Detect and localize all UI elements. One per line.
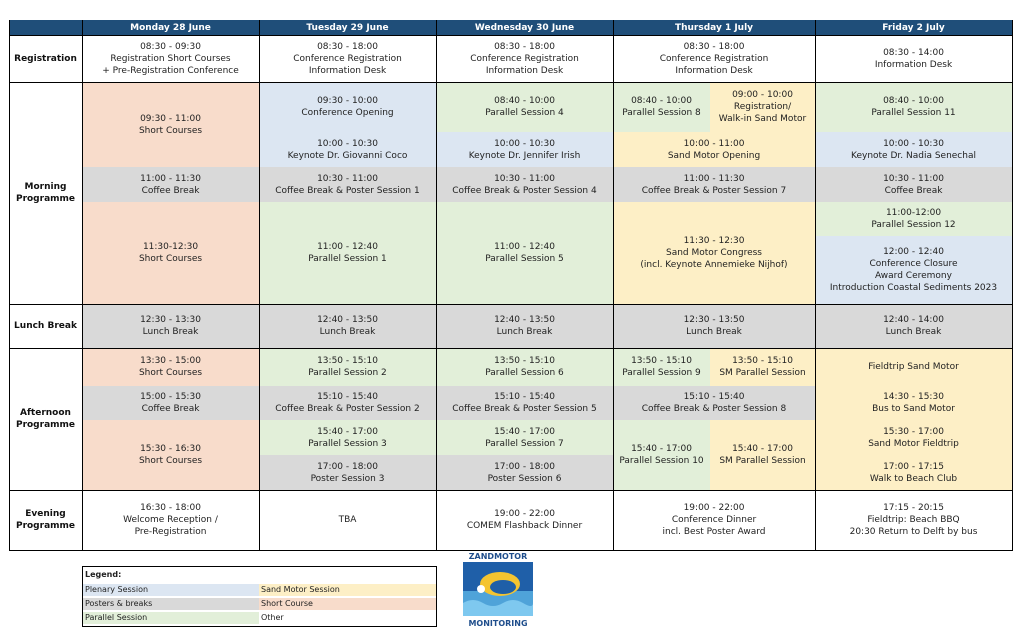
registration-thursday: 08:30 - 18:00 Conference Registration Information Desk (613, 35, 815, 82)
grid-line (9, 20, 10, 551)
lunch-monday: 12:30 - 13:30 Lunch Break (82, 304, 259, 348)
wednesday-parallel-6: 13:50 - 15:10 Parallel Session 6 (436, 348, 613, 386)
monday-afternoon-short-2: 15:30 - 16:30 Short Courses (82, 420, 259, 490)
legend-posters-breaks: Posters & breaks (83, 598, 259, 610)
legend-other: Other (259, 612, 436, 624)
registration-tuesday: 08:30 - 18:00 Conference Registration Information Desk (259, 35, 436, 82)
grid-line (259, 20, 260, 551)
header-wednesday: Wednesday 30 June (436, 20, 613, 35)
tuesday-conference-opening: 09:30 - 10:00 Conference Opening (259, 82, 436, 132)
wednesday-parallel-5: 11:00 - 12:40 Parallel Session 5 (436, 202, 613, 304)
grid-line (9, 82, 1013, 83)
legend-plenary: Plenary Session (83, 584, 259, 596)
header-thursday: Thursday 1 July (613, 20, 815, 35)
thursday-walk-in-sand-motor: 09:00 - 10:00 Registration/ Walk-in Sand Motor (710, 82, 815, 132)
grid-line (9, 490, 1013, 491)
thursday-parallel-8: 08:40 - 10:00 Parallel Session 8 (613, 82, 710, 132)
monday-short-course-1: 09:30 - 11:00 Short Courses (82, 82, 259, 167)
friday-parallel-12: 11:00-12:00 Parallel Session 12 (815, 202, 1012, 236)
evening-monday: 16:30 - 18:00 Welcome Reception / Pre-Registration (82, 490, 259, 550)
tuesday-poster-3: 17:00 - 18:00 Poster Session 3 (259, 455, 436, 490)
evening-wednesday: 19:00 - 22:00 COMEM Flashback Dinner (436, 490, 613, 550)
tuesday-parallel-1: 11:00 - 12:40 Parallel Session 1 (259, 202, 436, 304)
header-row-label (9, 20, 82, 35)
grid-line (9, 348, 1013, 349)
registration-friday: 08:30 - 14:00 Information Desk (815, 35, 1012, 82)
row-label-evening: Evening Programme (9, 490, 82, 550)
friday-sand-motor-fieldtrip: 15:30 - 17:00 Sand Motor Fieldtrip (815, 420, 1012, 455)
evening-tuesday: TBA (259, 490, 436, 550)
monday-short-course-2: 11:30-12:30 Short Courses (82, 202, 259, 304)
zandmotor-monitoring-logo (459, 551, 537, 629)
registration-monday: 08:30 - 09:30 Registration Short Courses + Pre-Registration Conference (82, 35, 259, 82)
grid-line (613, 20, 614, 551)
thursday-sm-parallel-1: 13:50 - 15:10 SM Parallel Session (710, 348, 815, 386)
thursday-coffee-poster-8: 15:10 - 15:40 Coffee Break & Poster Session 8 (613, 386, 815, 420)
monday-afternoon-short-1: 13:30 - 15:00 Short Courses (82, 348, 259, 386)
header-friday: Friday 2 July (815, 20, 1012, 35)
legend (82, 566, 437, 627)
monday-coffee-break: 11:00 - 11:30 Coffee Break (82, 167, 259, 202)
thursday-sand-motor-opening: 10:00 - 11:00 Sand Motor Opening (613, 132, 815, 167)
wednesday-parallel-4: 08:40 - 10:00 Parallel Session 4 (436, 82, 613, 132)
friday-conference-closure: 12:00 - 12:40 Conference Closure Award Ceremony Introduction Coastal Sediments 2023 (815, 236, 1012, 304)
grid-line (9, 35, 1013, 36)
evening-friday: 17:15 - 20:15 Fieldtrip: Beach BBQ 20:30 Return to Delft by bus (815, 490, 1012, 550)
evening-thursday: 19:00 - 22:00 Conference Dinner incl. Best Poster Award (613, 490, 815, 550)
row-label-morning: Morning Programme (9, 82, 82, 304)
logo-top-text: ZANDMOTOR (468, 552, 528, 561)
thursday-parallel-10: 15:40 - 17:00 Parallel Session 10 (613, 420, 710, 490)
registration-wednesday: 08:30 - 18:00 Conference Registration Information Desk (436, 35, 613, 82)
legend-title: Legend: (85, 570, 122, 579)
grid-line (82, 20, 83, 551)
lunch-thursday: 12:30 - 13:50 Lunch Break (613, 304, 815, 348)
friday-fieldtrip-sand-motor: Fieldtrip Sand Motor (815, 348, 1012, 386)
logo-diver-icon (477, 585, 485, 593)
wednesday-parallel-7: 15:40 - 17:00 Parallel Session 7 (436, 420, 613, 455)
grid-line (815, 20, 816, 551)
header-monday: Monday 28 June (82, 20, 259, 35)
lunch-tuesday: 12:40 - 13:50 Lunch Break (259, 304, 436, 348)
tuesday-coffee-poster-2: 15:10 - 15:40 Coffee Break & Poster Session 2 (259, 386, 436, 420)
friday-coffee-break: 10:30 - 11:00 Coffee Break (815, 167, 1012, 202)
logo-sand-motor-icon (490, 580, 516, 594)
grid-line (9, 304, 1013, 305)
legend-sand-motor: Sand Motor Session (259, 584, 436, 596)
friday-walk-to-beach-club: 17:00 - 17:15 Walk to Beach Club (815, 455, 1012, 490)
row-label-lunch: Lunch Break (9, 304, 82, 348)
lunch-friday: 12:40 - 14:00 Lunch Break (815, 304, 1012, 348)
friday-keynote: 10:00 - 10:30 Keynote Dr. Nadia Senechal (815, 132, 1012, 167)
thursday-sand-motor-congress: 11:30 - 12:30 Sand Motor Congress (incl. Keynote Annemieke Nijhof) (613, 202, 815, 304)
tuesday-keynote: 10:00 - 10:30 Keynote Dr. Giovanni Coco (259, 132, 436, 167)
thursday-sm-parallel-2: 15:40 - 17:00 SM Parallel Session (710, 420, 815, 490)
tuesday-parallel-2: 13:50 - 15:10 Parallel Session 2 (259, 348, 436, 386)
wednesday-poster-6: 17:00 - 18:00 Poster Session 6 (436, 455, 613, 490)
thursday-parallel-9: 13:50 - 15:10 Parallel Session 9 (613, 348, 710, 386)
grid-line (1012, 20, 1013, 551)
thursday-coffee-poster-7: 11:00 - 11:30 Coffee Break & Poster Session 7 (613, 167, 815, 202)
legend-short-course: Short Course (259, 598, 436, 610)
wednesday-coffee-poster-4: 10:30 - 11:00 Coffee Break & Poster Session 4 (436, 167, 613, 202)
header-tuesday: Tuesday 29 June (259, 20, 436, 35)
monday-afternoon-coffee: 15:00 - 15:30 Coffee Break (82, 386, 259, 420)
row-label-registration: Registration (9, 35, 82, 82)
wednesday-coffee-poster-5: 15:10 - 15:40 Coffee Break & Poster Session 5 (436, 386, 613, 420)
row-label-afternoon: Afternoon Programme (9, 348, 82, 490)
friday-bus-to-sand-motor: 14:30 - 15:30 Bus to Sand Motor (815, 386, 1012, 420)
logo-bottom-text: MONITORING (468, 619, 528, 628)
friday-parallel-11: 08:40 - 10:00 Parallel Session 11 (815, 82, 1012, 132)
wednesday-keynote: 10:00 - 10:30 Keynote Dr. Jennifer Irish (436, 132, 613, 167)
tuesday-coffee-poster-1: 10:30 - 11:00 Coffee Break & Poster Session 1 (259, 167, 436, 202)
lunch-wednesday: 12:40 - 13:50 Lunch Break (436, 304, 613, 348)
tuesday-parallel-3: 15:40 - 17:00 Parallel Session 3 (259, 420, 436, 455)
grid-line (436, 20, 437, 551)
legend-parallel: Parallel Session (83, 612, 259, 624)
